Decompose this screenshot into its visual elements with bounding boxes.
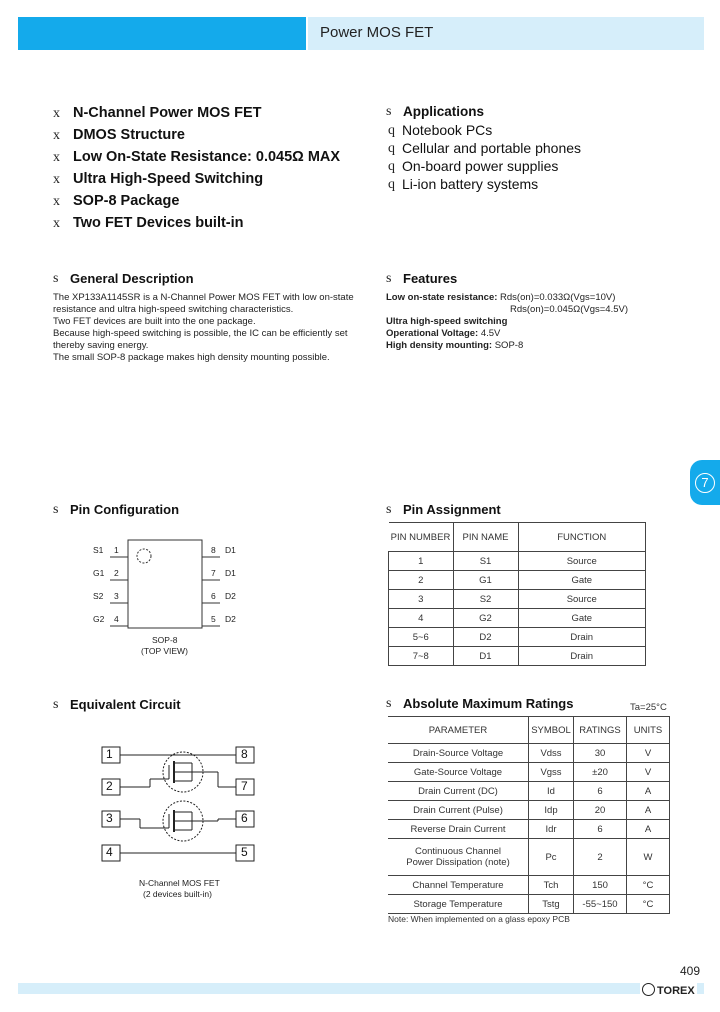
feature-item: Ultra High-Speed Switching [73, 171, 264, 187]
chapter-number: 7 [695, 473, 715, 493]
pin-name: D1 [225, 545, 236, 555]
chapter-tab [690, 460, 720, 505]
table-cell: Idp [529, 801, 574, 820]
table-row [388, 801, 670, 820]
table-cell: V [627, 763, 670, 782]
table-cell: Vdss [529, 744, 574, 763]
feature-bullet: x [53, 106, 60, 121]
section-bullet: s [53, 502, 59, 517]
table-row [389, 552, 646, 571]
table-row [388, 744, 670, 763]
table-cell: 3 [389, 590, 454, 609]
section-bullet: s [386, 696, 392, 711]
circuit-caption: N-Channel MOS FET [139, 878, 220, 888]
description-line: Two FET devices are built into the one package. [53, 316, 256, 327]
table-row [388, 839, 670, 876]
table-cell: S2 [453, 590, 518, 609]
mounting-label: High density mounting: [386, 340, 493, 351]
table-cell: 150 [574, 876, 627, 895]
application-item: Li-ion battery systems [402, 176, 539, 192]
table-cell: 20 [574, 801, 627, 820]
applications-title: Applications [403, 104, 485, 119]
table-cell: Tstg [529, 895, 574, 914]
table-cell: Drain Current (DC) [388, 782, 529, 801]
table-cell: 5~6 [389, 628, 454, 647]
feature-item: SOP-8 Package [73, 193, 180, 209]
table-cell: A [627, 782, 670, 801]
circuit-pin-number: 6 [241, 811, 248, 825]
pin-name: G1 [93, 568, 105, 578]
table-cell: Drain Current (Pulse) [388, 801, 529, 820]
logo-icon [642, 983, 655, 996]
equivalent-circuit-diagram [100, 735, 260, 870]
pin-number: 2 [114, 568, 119, 578]
table-row [389, 609, 646, 628]
on-state-value: Rds(on)=0.033Ω(Vgs=10V) [500, 292, 616, 303]
table-cell: S1 [453, 552, 518, 571]
table-cell: Source [518, 552, 646, 571]
table-cell: ±20 [574, 763, 627, 782]
table-cell: 2 [574, 839, 627, 876]
pin-name: S1 [93, 545, 104, 555]
table-cell: V [627, 744, 670, 763]
table-cell: Storage Temperature [388, 895, 529, 914]
table-header-cell: PIN NAME [453, 523, 518, 552]
table-cell: G1 [453, 571, 518, 590]
amr-title: Absolute Maximum Ratings [403, 696, 574, 711]
table-header-cell: UNITS [627, 717, 670, 744]
amr-table [388, 716, 670, 914]
circuit-pin-number: 3 [106, 811, 113, 825]
pin-number: 7 [211, 568, 216, 578]
feature-item: N-Channel Power MOS FET [73, 105, 262, 121]
feature-item: DMOS Structure [73, 127, 185, 143]
description-line: The small SOP-8 package makes high density mounting possible. [53, 352, 330, 363]
voltage-label: Operational Voltage: [386, 328, 479, 339]
feature-bullet: x [53, 128, 60, 143]
package-view-label: (TOP VIEW) [141, 646, 188, 656]
application-item: On-board power supplies [402, 158, 559, 174]
application-item: Cellular and portable phones [402, 140, 582, 156]
table-row [389, 590, 646, 609]
amr-note: Note: When implemented on a glass epoxy PCB [388, 914, 570, 924]
feature-bullet: x [53, 150, 60, 165]
features-title: Features [403, 271, 458, 286]
features-text [386, 292, 706, 352]
package-label: SOP-8 [152, 635, 178, 645]
table-cell: °C [627, 876, 670, 895]
logo-text: TOREX [657, 985, 695, 997]
pin-name: D2 [225, 614, 236, 624]
table-cell: Gate-Source Voltage [388, 763, 529, 782]
table-cell: Pc [529, 839, 574, 876]
pin-number: 3 [114, 591, 119, 601]
table-header-row [389, 523, 646, 552]
table-cell: 6 [574, 820, 627, 839]
pin-name: D1 [225, 568, 236, 578]
table-cell: Reverse Drain Current [388, 820, 529, 839]
app-bullet: q [388, 141, 395, 156]
table-row [389, 628, 646, 647]
circuit-pin-number: 4 [106, 845, 113, 859]
table-header-cell: RATINGS [574, 717, 627, 744]
pin-assignment-title: Pin Assignment [403, 502, 501, 517]
voltage-value: 4.5V [480, 328, 501, 339]
circuit-pin-number: 8 [241, 747, 248, 761]
pin-number: 4 [114, 614, 119, 624]
table-cell: D1 [453, 647, 518, 666]
on-state-value: Rds(on)=0.045Ω(Vgs=4.5V) [510, 304, 628, 315]
switching-label: Ultra high-speed switching [386, 316, 508, 327]
table-cell: Gate [518, 609, 646, 628]
table-cell: 7~8 [389, 647, 454, 666]
circuit-pin-number: 7 [241, 779, 248, 793]
brand-logo [640, 983, 697, 997]
table-row [388, 895, 670, 914]
equivalent-circuit-title: Equivalent Circuit [70, 697, 181, 712]
pin-name: G2 [93, 614, 105, 624]
table-row [388, 782, 670, 801]
pin-number: 6 [211, 591, 216, 601]
on-state-label: Low on-state resistance: [386, 292, 498, 303]
footer-bar [18, 983, 704, 994]
table-cell: Drain-Source Voltage [388, 744, 529, 763]
description-line: resistance and ultra high-speed switching characteristics. [53, 304, 294, 315]
description-line: thereby saving energy. [53, 340, 149, 351]
table-cell: Tch [529, 876, 574, 895]
app-bullet: q [388, 159, 395, 174]
section-bullet: s [386, 271, 392, 286]
pin-number: 5 [211, 614, 216, 624]
table-cell: Channel Temperature [388, 876, 529, 895]
page-number: 409 [680, 964, 701, 978]
table-row [389, 647, 646, 666]
general-description-title: General Description [70, 271, 194, 286]
table-cell: Source [518, 590, 646, 609]
pin-configuration-title: Pin Configuration [70, 502, 180, 517]
table-header-row [388, 717, 670, 744]
pin-number: 8 [211, 545, 216, 555]
table-cell: 1 [389, 552, 454, 571]
section-bullet: s [53, 697, 59, 712]
table-cell: °C [627, 895, 670, 914]
circuit-pin-number: 5 [241, 845, 248, 859]
feature-item: Two FET Devices built-in [73, 215, 244, 231]
app-bullet: q [388, 177, 395, 192]
amr-condition: Ta=25°C [630, 702, 667, 713]
table-cell: Vgss [529, 763, 574, 782]
table-header-cell: FUNCTION [518, 523, 646, 552]
section-bullet: s [386, 502, 392, 517]
table-cell: Gate [518, 571, 646, 590]
header-accent-bar [18, 17, 306, 50]
table-header-cell: PIN NUMBER [389, 523, 454, 552]
description-line: The XP133A1145SR is a N-Channel Power MOS FET with low on-state [53, 292, 354, 303]
table-header-cell: SYMBOL [529, 717, 574, 744]
feature-bullet: x [53, 172, 60, 187]
description-line: Because high-speed switching is possible, the IC can be efficiently set [53, 328, 348, 339]
pin-name: S2 [93, 591, 104, 601]
feature-bullet: x [53, 194, 60, 209]
general-description-text [53, 292, 373, 364]
circuit-caption: (2 devices built-in) [143, 889, 212, 899]
table-cell: Continuous Channel Power Dissipation (note) [388, 839, 529, 876]
table-cell: Idr [529, 820, 574, 839]
table-header-cell: PARAMETER [388, 717, 529, 744]
table-cell: 4 [389, 609, 454, 628]
table-cell: Id [529, 782, 574, 801]
pin-number: 1 [114, 545, 119, 555]
mounting-value: SOP-8 [494, 340, 524, 351]
table-cell: Drain [518, 628, 646, 647]
table-cell: 30 [574, 744, 627, 763]
table-row [388, 876, 670, 895]
pin-name: D2 [225, 591, 236, 601]
circuit-pin-number: 2 [106, 779, 113, 793]
table-row [389, 571, 646, 590]
table-cell: W [627, 839, 670, 876]
table-cell: Drain [518, 647, 646, 666]
table-cell: G2 [453, 609, 518, 628]
app-bullet: q [388, 123, 395, 138]
feature-item: Low On-State Resistance: 0.045Ω MAX [73, 149, 341, 165]
section-bullet: s [386, 104, 392, 119]
table-cell: A [627, 820, 670, 839]
table-cell: 2 [389, 571, 454, 590]
circuit-pin-number: 1 [106, 747, 113, 761]
table-cell: D2 [453, 628, 518, 647]
section-bullet: s [53, 271, 59, 286]
feature-bullet: x [53, 216, 60, 231]
table-cell: 6 [574, 782, 627, 801]
table-cell: A [627, 801, 670, 820]
table-row [388, 763, 670, 782]
table-row [388, 820, 670, 839]
application-item: Notebook PCs [402, 122, 493, 138]
page-title: Power MOS FET [320, 24, 434, 41]
table-cell: -55~150 [574, 895, 627, 914]
pin-assignment-table [388, 522, 646, 666]
